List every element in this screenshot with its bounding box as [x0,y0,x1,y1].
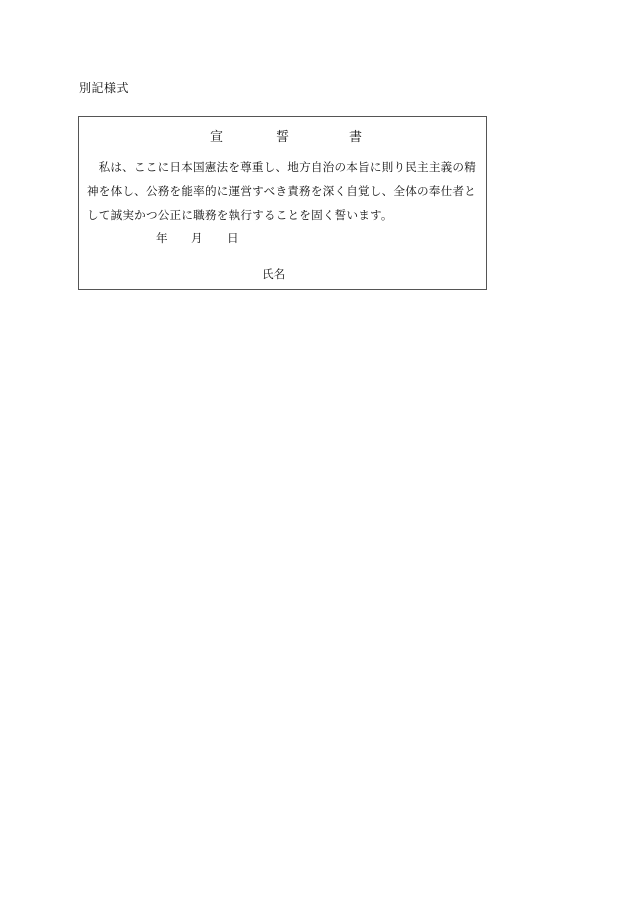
oath-body-text: 私は、ここに日本国憲法を尊重し、地方自治の本旨に則り民主主義の精神を体し、公務を能率的に運営すべき責務を深く自覚し、全体の奉仕者として誠実かつ公正に職務を執行することを固く誓います。 [87,160,476,222]
oath-title-char-2: 誓 [276,130,290,145]
form-label: 別記様式 [79,81,130,95]
date-month-label: 月 [191,231,203,245]
oath-form-box [78,116,487,290]
date-line [79,229,486,247]
oath-title-char-1: 宣 [210,130,224,145]
date-year-label: 年 [156,231,168,245]
date-day-label: 日 [227,231,239,245]
oath-title-char-3: 書 [349,130,363,145]
signature-name-label: 氏名 [262,267,286,281]
oath-title [79,129,486,147]
